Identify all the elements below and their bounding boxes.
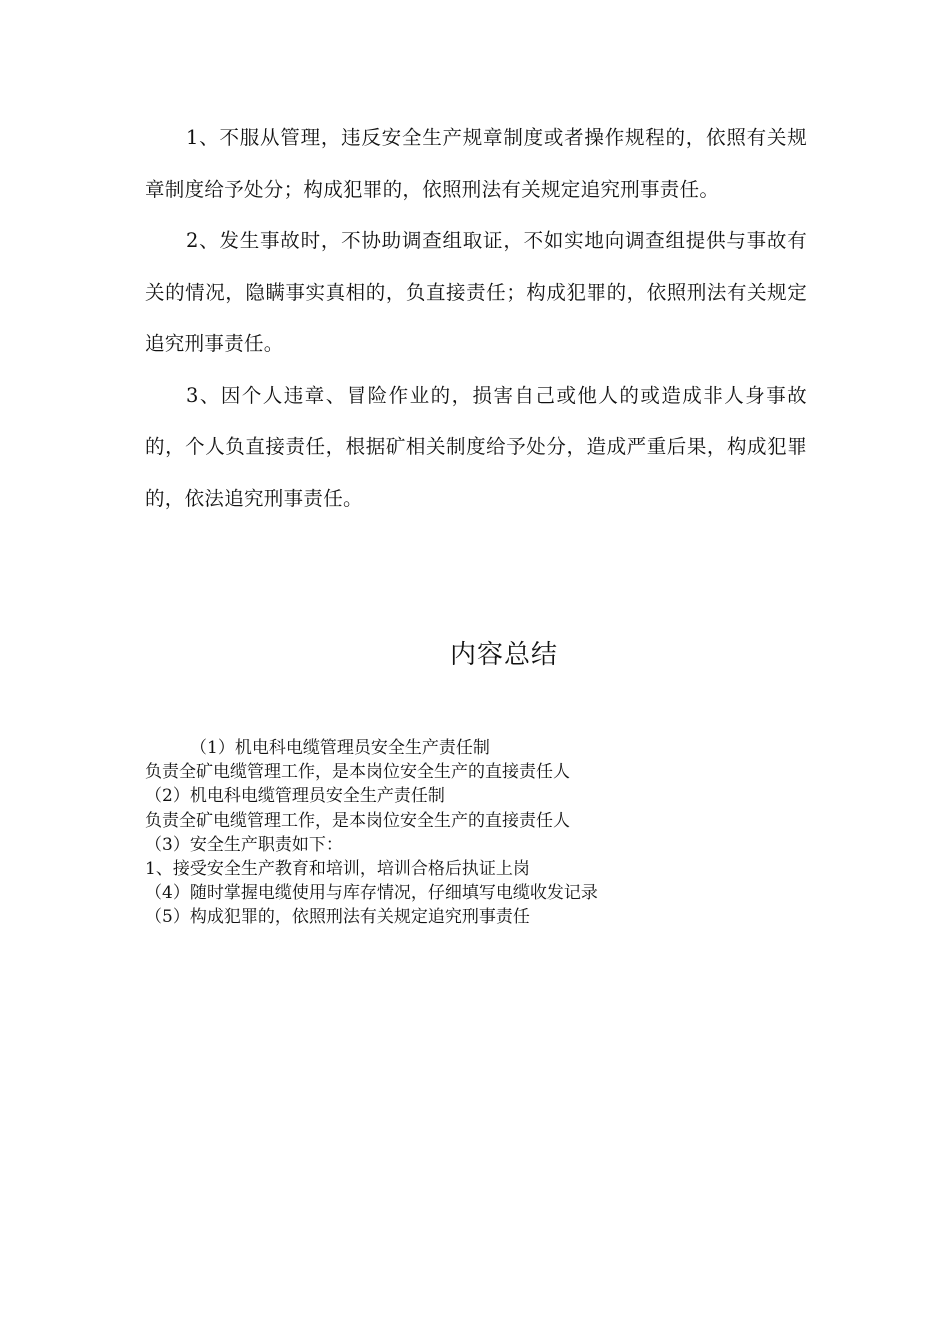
summary-line: （5）构成犯罪的，依照刑法有关规定追究刑事责任 — [145, 907, 530, 928]
body-paragraphs — [145, 112, 807, 524]
paragraph-2: 2、发生事故时，不协助调查组取证，不如实地向调查组提供与事故有关的情况，隐瞒事实真相的，负直接责任；构成犯罪的，依照刑法有关规定追究刑事责任。 — [145, 229, 807, 355]
summary-line: （3）安全生产职责如下： — [145, 834, 343, 855]
summary-list — [145, 736, 845, 930]
paragraph-3: 3、因个人违章、冒险作业的，损害自己或他人的或造成非人身事故的，个人负直接责任，根据矿相关制度给予处分，造成严重后果，构成犯罪的，依法追究刑事责任。 — [145, 383, 807, 510]
summary-line: （1）机电科电缆管理员安全生产责任制 — [190, 738, 490, 758]
summary-line: 负责全矿电缆管理工作，是本岗位安全生产的直接责任人 — [145, 810, 570, 831]
summary-line: 1、接受安全生产教育和培训，培训合格后执证上岗 — [145, 859, 530, 880]
summary-title: 内容总结 — [449, 640, 558, 670]
summary-line: 负责全矿电缆管理工作，是本岗位安全生产的直接责任人 — [145, 762, 570, 783]
paragraph-1: 1、不服从管理，违反安全生产规章制度或者操作规程的，依照有关规章制度给予处分；构成犯罪的，依照刑法有关规定追究刑事责任。 — [145, 126, 807, 201]
summary-line: （2）机电科电缆管理员安全生产责任制 — [145, 786, 445, 807]
summary-line: （4）随时掌握电缆使用与库存情况，仔细填写电缆收发记录 — [145, 883, 598, 904]
